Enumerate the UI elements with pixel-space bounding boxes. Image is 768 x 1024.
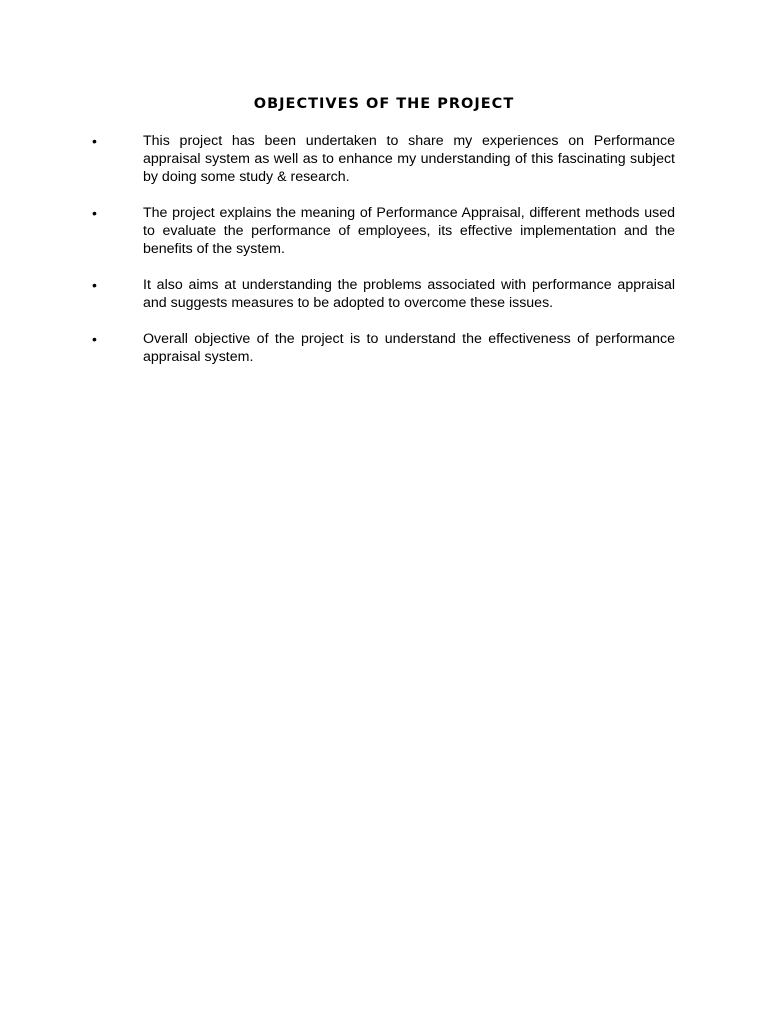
list-item [0,132,768,186]
bullet-icon: • [92,133,97,149]
list-item-text: This project has been undertaken to share my experiences on Performance appraisal system as well as to enhance my understanding of this fascinating subject by doing some study & research. [143,133,675,185]
objectives-list [0,132,768,384]
list-item [0,330,768,366]
page-title: OBJECTIVES OF THE PROJECT [253,96,515,112]
list-item-text: It also aims at understanding the problems associated with performance appraisal and suggests measures to be adopted to overcome these issues. [143,277,675,311]
bullet-icon: • [92,331,97,347]
list-item [0,276,768,312]
bullet-icon: • [92,277,97,293]
list-item-text: The project explains the meaning of Performance Appraisal, different methods used to evaluate the performance of employees, its effective implementation and the benefits of the system. [143,205,675,257]
bullet-icon: • [92,205,97,221]
list-item [0,204,768,258]
list-item-text: Overall objective of the project is to understand the effectiveness of performance appraisal system. [143,331,675,365]
